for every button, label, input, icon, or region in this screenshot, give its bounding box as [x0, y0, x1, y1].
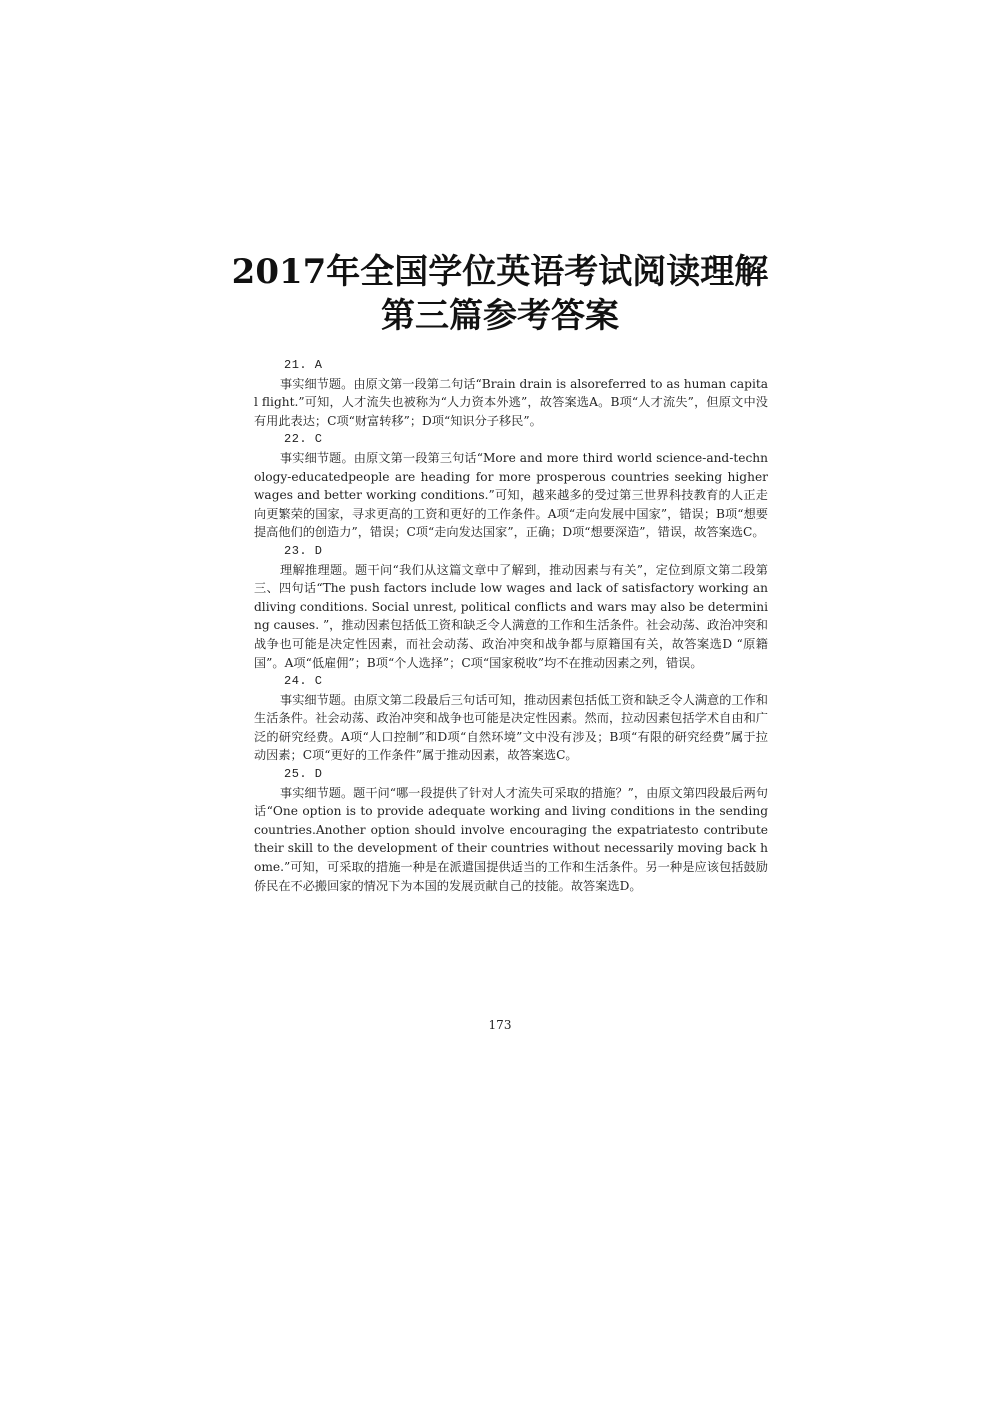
answer-label: 24. C — [284, 674, 323, 689]
title-line-2: 第三篇参考答案 — [381, 296, 619, 336]
answer-item — [254, 765, 768, 895]
answer-label: 23. D — [284, 543, 323, 558]
answer-list — [254, 356, 768, 895]
answer-explanation: 事实细节题。由原文第一段第三句话“More and more third world science-and-technology-educatedpeople are heading for more prosperous countries seeking higher wages and better working conditions.”可知，越来越多的受过第三世界科技教育的人正走向更繁荣的国家，寻求更高的工资和更好的工作条件。A项“走向发展中国家”，错误；B项“想要提高他们的创造力”，错误；C项“走向发达国家”，正确；D项“想要深造”，错误，故答案选C。 — [254, 450, 768, 540]
document-title — [200, 250, 800, 338]
answer-label: 21. A — [284, 358, 323, 372]
title-line-1: 2017年全国学位英语考试阅读理解 — [231, 252, 769, 292]
answer-label: 22. C — [284, 432, 323, 447]
answer-explanation: 事实细节题。由原文第一段第二句话“Brain drain is alsoreferred to as human capital flight.”可知，人才流失也被称为“人力资本外逃”，故答案选A。B项“人才流失”，但原文中没有用此表达；C项“财富转移”；D项“知识分子移民”。 — [254, 376, 768, 428]
answer-explanation: 理解推理题。题干问“我们从这篇文章中了解到，推动因素与有关”，定位到原文第二段第三、四句话“The push factors include low wages and lack of satisfactory working andliving conditions. Social unrest, political conflicts and wars may also be determining causes. ”，推动因素包括低工资和缺乏令人满意的工作和生活条件。社会动荡、政治冲突和战争也可能是决定性因素，而社会动荡、政治冲突和战争都与原籍国有关，故答案选D “原籍国”。A项“低雇佣”；B项“个人选择”；C项“国家税收”均不在推动因素之列，错误。 — [254, 562, 768, 670]
answer-item — [254, 672, 768, 765]
answer-explanation: 事实细节题。由原文第二段最后三句话可知，推动因素包括低工资和缺乏令人满意的工作和生活条件。社会动荡、政治冲突和战争也可能是决定性因素。然而，拉动因素包括学术自由和广泛的研究经费。A项“人口控制”和D项“自然环境”文中没有涉及；B项“有限的研究经费”属于拉动因素；C项“更好的工作条件”属于推动因素，故答案选C。 — [254, 692, 768, 763]
page-number: 173 — [488, 1018, 512, 1032]
answer-item — [254, 542, 768, 672]
answer-item — [254, 430, 768, 542]
answer-label: 25. D — [284, 767, 323, 782]
answer-item — [254, 356, 768, 430]
answer-explanation: 事实细节题。题干问“哪一段提供了针对人才流失可采取的措施？”，由原文第四段最后两句话“One option is to provide adequate working and living conditions in the sending countries.Another option should involve encouraging the expatriatesto contribute their skill to the development of their countries without necessarily moving back home.”可知，可采取的措施一种是在派遣国提供适当的工作和生活条件。另一种是应该包括鼓励侨民在不必搬回家的情况下为本国的发展贡献自己的技能。故答案选D。 — [254, 785, 768, 893]
